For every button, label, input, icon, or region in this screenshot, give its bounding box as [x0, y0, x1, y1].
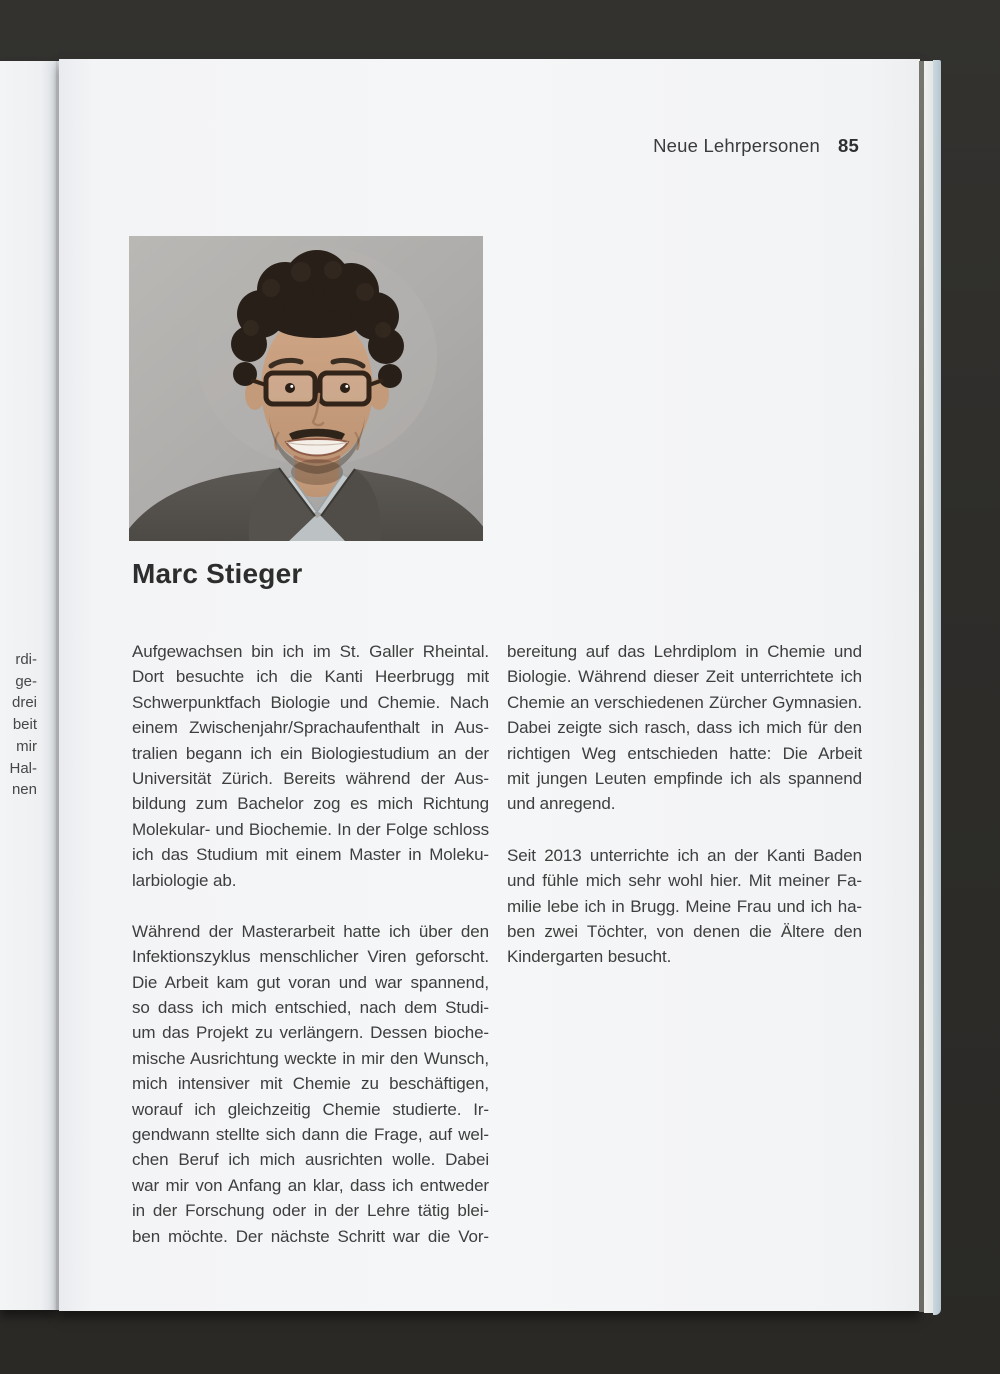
text-line: Biologie. Während dieser Zeit unterrichtete ich — [507, 667, 862, 687]
text-line: Kindergarten besucht. — [507, 947, 672, 967]
text-line: ich das Studium mit einem Master in Moleku- — [132, 845, 489, 865]
page-fragment-line: mir — [16, 737, 37, 755]
body-column-right — [507, 639, 862, 970]
text-line: larbiologie ab. — [132, 870, 237, 890]
text-line: bildung zum Bachelor zog es mich Richtung — [132, 794, 489, 814]
page-edge-blue — [933, 60, 941, 1315]
text-line: gendwann stellte sich dann die Frage, auf wel- — [132, 1125, 489, 1145]
page-number: 85 — [838, 135, 859, 156]
text-line: mich intensiver mit Chemie zu beschäftigen, — [132, 1074, 489, 1094]
page-fragment-line: beit — [12, 716, 37, 734]
text-line: so dass ich mich entschied, nach dem Studi- — [132, 998, 489, 1018]
text-line: milie lebe ich in Brugg. Meine Frau und ich ha- — [507, 896, 862, 916]
text-line: ben zwei Töchter, von denen die Ältere den — [507, 921, 862, 941]
paragraph — [507, 639, 862, 817]
text-line: Infektionszyklus menschlicher Viren geforscht. — [132, 947, 489, 967]
text-line: bereitung auf das Lehrdiplom in Chemie und — [507, 642, 862, 661]
page-fragment-line: Hal- — [9, 759, 37, 777]
text-line: um das Projekt zu verlängern. Dessen bioche- — [132, 1023, 489, 1043]
text-line: Die Arbeit kam gut voran und war spannend, — [132, 972, 489, 992]
text-line: und anregend. — [507, 794, 616, 814]
page-edge-stack — [924, 61, 933, 1313]
text-line: tralien begann ich ein Biologiestudium an der — [132, 743, 489, 763]
text-line: Schwerpunktfach Biologie und Chemie. Nach — [132, 692, 489, 712]
page-fragment-line: drei — [11, 694, 37, 712]
text-line: und fühle mich sehr wohl hier. Mit meiner Fa- — [507, 871, 862, 891]
text-line: Chemie an verschiedenen Zürcher Gymnasien. — [507, 692, 862, 712]
body-column-left — [132, 639, 489, 1249]
text-line: chen Beruf ich mich ausrichten wolle. Dabei — [132, 1150, 489, 1170]
text-line: Während der Masterarbeit hatte ich über den — [132, 921, 489, 941]
paragraph — [132, 919, 489, 1249]
person-name-heading: Marc Stieger — [132, 558, 303, 589]
text-line: Aufgewachsen bin ich im St. Galler Rheintal. — [132, 642, 489, 661]
text-line: in der Forschung oder in der Lehre tätig blei- — [132, 1201, 489, 1221]
text-line: ben möchte. Der nächste Schritt war die Vor- — [132, 1226, 489, 1246]
page-fragment-line: ge- — [15, 672, 37, 690]
text-line: Dort besuchte ich die Kanti Heerbrugg mit — [132, 667, 489, 687]
paragraph — [507, 843, 862, 970]
portrait-photo — [129, 236, 483, 541]
glasses — [251, 373, 383, 404]
text-line: mische Ausrichtung weckte in mir den Wunsch, — [132, 1048, 489, 1068]
page-header — [653, 135, 859, 157]
page-fragment-line: nen — [11, 781, 37, 799]
left-page — [0, 61, 57, 1310]
text-line: mit jungen Leuten empfinde ich als spannend — [507, 768, 862, 788]
right-page — [59, 59, 920, 1311]
text-line: Molekular- und Biochemie. In der Folge schloss — [132, 819, 489, 839]
text-line: worauf ich gleichzeitig Chemie studierte. Ir- — [132, 1099, 489, 1119]
text-line: einem Zwischenjahr/Sprachaufenthalt in Aus- — [132, 718, 489, 738]
text-line: Universität Zürich. Bereits während der Aus- — [132, 768, 489, 788]
text-line: richtigen Weg entschieden hatte: Die Arbeit — [507, 743, 862, 763]
paragraph — [132, 639, 489, 893]
page-fragment-line: rdi- — [15, 651, 37, 668]
text-line: Seit 2013 unterrichte ich an der Kanti Baden — [507, 845, 862, 865]
text-line: Dabei zeigte sich rasch, dass ich mich für den — [507, 718, 862, 738]
section-label: Neue Lehrpersonen — [653, 135, 821, 156]
text-line: war mir von Anfang an klar, dass ich entweder — [132, 1175, 489, 1195]
left-page-text-fragments — [0, 649, 37, 801]
